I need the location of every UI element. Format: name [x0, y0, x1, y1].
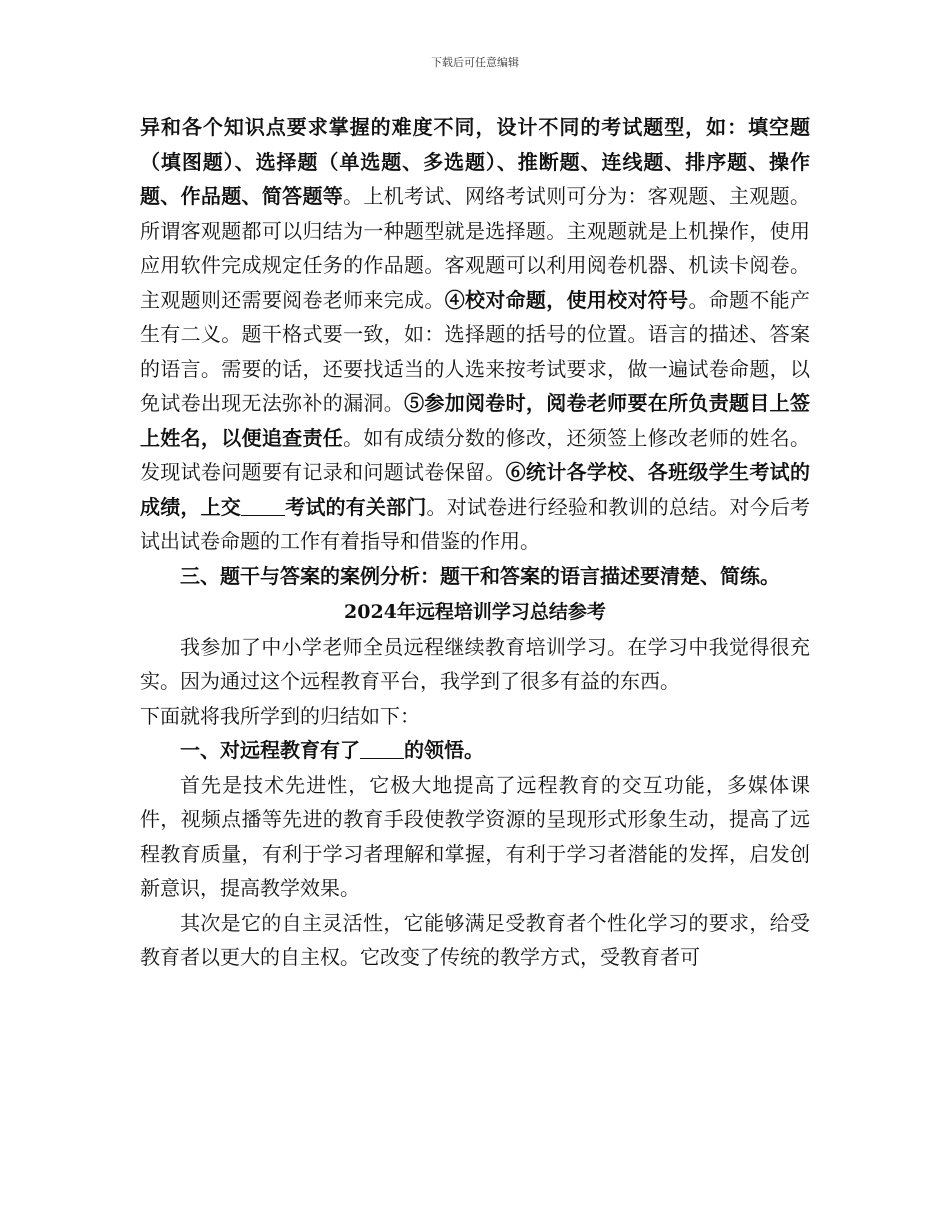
document-body	[140, 110, 810, 975]
body-text: 。如有成绩分数的修改，还须签上修改老师的姓名。发现试卷问题要有记录和问题试卷保留。	[140, 425, 810, 484]
paragraph-intro: 我参加了中小学老师全员远程继续教育培训学习。在学习中我觉得很充实。因为通过这个远程教育平台，我学到了很多有益的东西。 下面就将我所学到的归结如下：	[140, 634, 810, 728]
bold-text: 异和各个知识点要求掌握的难度不同，设计不同的考试题型，如：填空题（填图题）、选择题（单选题、多选题）、推断题、连线题、排序题、操作题、作品题、简答题等	[140, 115, 810, 208]
bold-text: ⑥统计各学校、各班级学生考试的成绩，上交	[140, 460, 810, 519]
body-text: 。命题不能产生有二义。题干格式要一致，如：选择题的括号的位置。语言的描述、答案的语言。需要的话，还要找适当的人选来按考试要求，做一遍试卷命题，以免试卷出现无法弥补的漏洞。	[140, 287, 810, 415]
section-heading-case-analysis: 三、题干与答案的案例分析：题干和答案的语言描述要清楚、简练。	[180, 563, 780, 588]
page-header: 下载后可任意编辑	[431, 56, 519, 69]
article-title: 2024年远程培训学习总结参考	[344, 601, 606, 623]
paragraph-exam-steps	[140, 110, 810, 559]
fill-blank	[241, 495, 285, 516]
fill-blank	[360, 738, 404, 759]
bold-text: ⑤参加阅卷时，阅卷老师要在所负责题目上签上姓名，以便追查责任	[140, 391, 810, 450]
paragraph-technology: 首先是技术先进性，它极大地提高了远程教育的交互功能，多媒体课件，视频点播等先进的教育手段使教学资源的呈现形式形象生动，提高了远程教育质量，有利于学习者理解和掌握，有利于学习者潜能的发挥，启发创新意识，提高教学效果。	[140, 772, 810, 900]
body-text: 。对试卷进行经验和教训的总结。对今后考试出试卷命题的工作有着指导和借鉴的作用。	[140, 494, 811, 553]
paragraph-flexibility: 其次是它的自主灵活性，它能够满足受教育者个性化学习的要求，给受教育者以更大的自主权。它改变了传统的教学方式，受教育者可	[140, 910, 810, 969]
bold-text: 考试的有关部门	[284, 494, 427, 519]
body-text: 。上机考试、网络考试则可分为：客观题、主观题。所谓客观题都可以归结为一种题型就是选择题。主观题就是上机操作，使用应用软件完成规定任务的作品题。客观题可以利用阅卷机器、机读卡阅卷。主观题则还需要阅卷老师来完成。	[140, 184, 810, 312]
bold-text: ④校对命题，使用校对符号	[444, 287, 689, 312]
section-heading-understanding: 一、对远程教育有了 的领悟。	[180, 738, 484, 762]
